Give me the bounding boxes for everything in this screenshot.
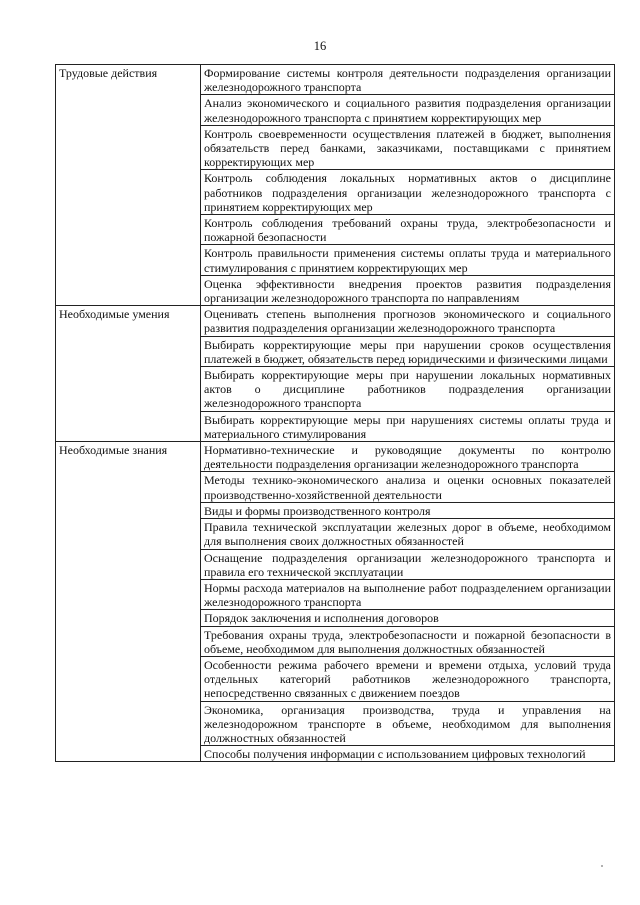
table-row <box>56 442 615 472</box>
requirement-item: Экономика, организация производства, труда и управления на железнодорожном транспорте в объеме, необходимом для выполнения должностных обязанностей <box>201 701 615 746</box>
table-row <box>56 306 615 336</box>
requirement-item: Методы технико-экономического анализа и оценки основных показателей производственно-хозяйственной деятельности <box>201 472 615 502</box>
requirement-item: Особенности режима рабочего времени и времени отдыха, условий труда отдельных категорий работников железнодорожного транспорта, непосредственно связанных с движением поездов <box>201 656 615 701</box>
requirement-item: Оснащение подразделения организации железнодорожного транспорта и правила его технической эксплуатации <box>201 549 615 579</box>
requirement-item: Анализ экономического и социального развития подразделения организации железнодорожного транспорта с принятием корректирующих мер <box>201 95 615 125</box>
requirement-item: Порядок заключения и исполнения договоров <box>201 610 615 626</box>
requirement-item: Выбирать корректирующие меры при нарушении локальных нормативных актов о дисциплине работников подразделения организации железнодорожного транспорта <box>201 367 615 412</box>
requirement-item: Формирование системы контроля деятельности подразделения организации железнодорожного транспорта <box>201 65 615 95</box>
requirement-item: Нормы расхода материалов на выполнение работ подразделением организации железнодорожного транспорта <box>201 579 615 609</box>
requirement-item: Способы получения информации с использованием цифровых технологий <box>201 746 615 762</box>
requirement-item: Виды и формы производственного контроля <box>201 502 615 518</box>
requirement-item: Оценка эффективности внедрения проектов развития подразделения организации железнодорожного транспорта по направлениям <box>201 275 615 305</box>
requirement-item: Нормативно-технические и руководящие документы по контролю деятельности подразделения организации железнодорожного транспорта <box>201 442 615 472</box>
requirement-item: Выбирать корректирующие меры при нарушениях системы оплаты труда и материального стимулирования <box>201 411 615 441</box>
page-number: 16 <box>313 39 327 53</box>
requirement-item: Контроль соблюдения локальных нормативных актов о дисциплине работников подразделения организации железнодорожного транспорта с принятием корректирующих мер <box>201 170 615 215</box>
requirement-item: Контроль соблюдения требований охраны труда, электробезопасности и пожарной безопасности <box>201 215 615 245</box>
requirements-table <box>55 64 615 762</box>
table-row <box>56 65 615 95</box>
requirement-item: Требования охраны труда, электробезопасности и пожарной безопасности в объеме, необходимом для выполнения должностных обязанностей <box>201 626 615 656</box>
requirement-item: Оценивать степень выполнения прогнозов экономического и социального развития подразделения организации железнодорожного транспорта <box>201 306 615 336</box>
requirement-item: Контроль правильности применения системы оплаты труда и материального стимулирования с принятием корректирующих мер <box>201 245 615 275</box>
scan-speck <box>601 865 603 867</box>
section-label: Трудовые действия <box>56 65 201 306</box>
requirement-item: Правила технической эксплуатации железных дорог в объеме, необходимом для выполнения своих должностных обязанностей <box>201 519 615 549</box>
section-label: Необходимые знания <box>56 442 201 762</box>
requirement-item: Контроль своевременности осуществления платежей в бюджет, выполнения обязательств перед банками, заказчиками, поставщиками с принятием корректирующих мер <box>201 125 615 170</box>
section-label: Необходимые умения <box>56 306 201 442</box>
requirement-item: Выбирать корректирующие меры при нарушении сроков осуществления платежей в бюджет, обязательств перед юридическими и физическими лицами <box>201 336 615 366</box>
